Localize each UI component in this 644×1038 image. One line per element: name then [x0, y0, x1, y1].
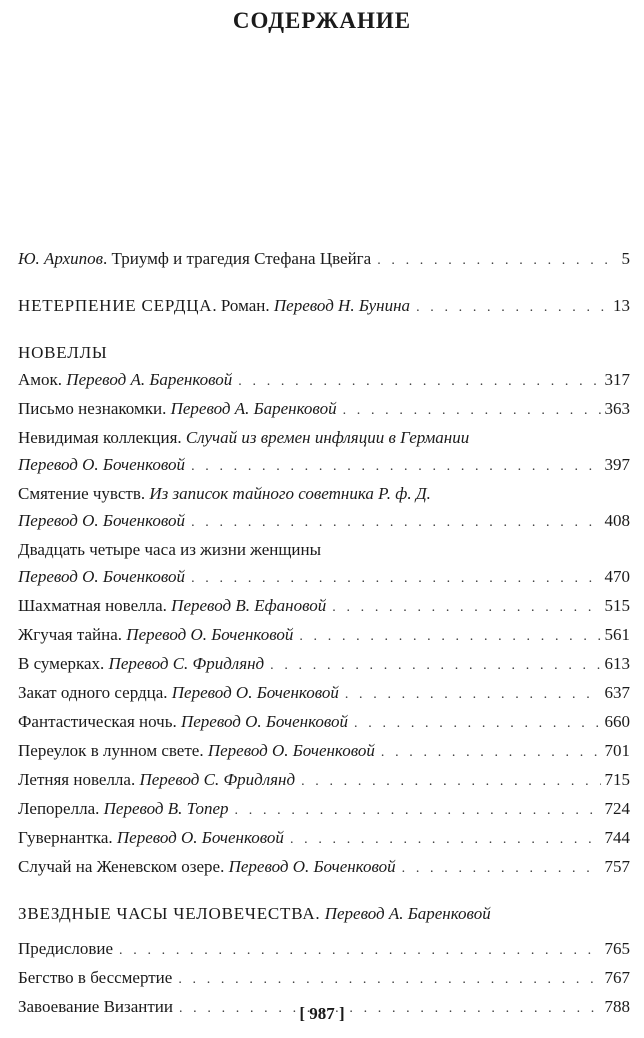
page-number: 5 [621, 249, 630, 268]
toc-entry [18, 708, 630, 737]
section-heading-star-hours: ЗВЕЗДНЫЕ ЧАСЫ ЧЕЛОВЕЧЕСТВА. Перевод А. Баренковой [18, 904, 491, 923]
page-number: 613 [604, 654, 630, 673]
dot-leader [191, 453, 600, 480]
entry-title: Завоевание Византии [18, 997, 173, 1016]
entry-translator: Перевод О. Боченковой [116, 828, 284, 847]
page-title: СОДЕРЖАНИЕ [232, 8, 412, 33]
entry-genre: Роман. [220, 296, 270, 315]
dot-leader [377, 247, 612, 274]
toc-entry [18, 766, 630, 795]
page-number: 317 [604, 370, 630, 389]
dot-leader [191, 509, 600, 536]
page-number: 13 [613, 296, 630, 315]
toc-entry [18, 853, 630, 882]
entry-title: Фантастическая ночь. [18, 712, 177, 731]
entry-title: Смятение чувств. [18, 484, 146, 503]
dot-leader [301, 768, 600, 795]
entry-translator: Перевод О. Боченковой [180, 712, 349, 731]
toc-entry [18, 737, 630, 766]
page-number: 765 [604, 939, 630, 958]
entry-title: Случай на Женевском озере. [18, 857, 225, 876]
entry-title: Невидимая коллекция. [18, 428, 182, 447]
page-number: 515 [604, 596, 630, 615]
entry-title: Амок. [18, 370, 63, 389]
dot-leader [416, 294, 609, 321]
dot-leader [402, 855, 601, 882]
entry-translator: Перевод О. Боченковой [18, 455, 186, 474]
toc-entry [18, 795, 630, 824]
page-number: 660 [604, 712, 630, 731]
entry-title: Жгучая тайна. [18, 625, 123, 644]
entry-translator: Перевод В. Ефановой [171, 596, 327, 615]
dot-leader [290, 826, 601, 853]
entry-title: Предисловие [18, 939, 114, 958]
dot-leader [299, 623, 600, 650]
entry-title: Лепорелла. [18, 799, 100, 818]
entry-title: Гувернантка. [18, 828, 113, 847]
entry-title: Триумф и трагедия Стефана Цвейга [111, 249, 372, 268]
entry-title: Бегство в бессмертие [18, 968, 173, 987]
toc-entry [18, 824, 630, 853]
dot-leader [119, 937, 600, 964]
dot-leader [343, 397, 601, 424]
toc-entry [18, 621, 630, 650]
page-number: 788 [604, 997, 630, 1016]
entry-author: Ю. Архипов [18, 249, 104, 268]
entry-translator: Перевод С. Фридлянд [108, 654, 265, 673]
entry-translator: Перевод О. Боченковой [18, 511, 186, 530]
page-number: 637 [604, 683, 630, 702]
dot-leader [270, 652, 600, 679]
toc-entry [18, 679, 630, 708]
dot-leader [332, 594, 600, 621]
dot-leader [381, 739, 601, 766]
section-heading-novellas: НОВЕЛЛЫ [18, 343, 108, 362]
dot-leader [235, 797, 601, 824]
page-number: 561 [604, 625, 630, 644]
entry-title: В сумерках. [18, 654, 105, 673]
entry-title: Закат одного сердца. [18, 683, 168, 702]
toc-entry [18, 366, 630, 395]
page-number: 408 [604, 511, 630, 530]
entry-title: НЕТЕРПЕНИЕ СЕРДЦА [18, 296, 213, 315]
entry-subtitle: Из записок тайного советника Р. ф. Д. [149, 484, 431, 503]
page-number: 757 [604, 857, 630, 876]
table-of-contents [18, 245, 630, 1022]
page-number: 715 [604, 770, 630, 789]
entry-translator: Перевод О. Боченковой [126, 625, 294, 644]
toc-entry [18, 395, 630, 424]
entry-subtitle: Случай из времен инфляции в Германии [185, 428, 470, 447]
toc-entry [18, 480, 630, 536]
toc-entry [18, 592, 630, 621]
page-number: 767 [604, 968, 630, 987]
toc-entry [18, 964, 630, 993]
dot-leader [178, 966, 600, 993]
dot-leader [354, 710, 600, 737]
page-number: 363 [604, 399, 630, 418]
page-number: 397 [604, 455, 630, 474]
entry-translator: Перевод А. Баренковой [170, 399, 337, 418]
entry-translator: Перевод А. Баренковой [66, 370, 233, 389]
page-number: 724 [604, 799, 630, 818]
page-folio: [ 987 ] [299, 1004, 345, 1023]
page-number: 701 [604, 741, 630, 760]
entry-title: Летняя новелла. [18, 770, 136, 789]
page-number: 744 [604, 828, 630, 847]
entry-translator: Перевод С. Фридлянд [139, 770, 296, 789]
entry-translator: Перевод О. Боченковой [228, 857, 396, 876]
entry-title: Переулок в лунном свете. [18, 741, 204, 760]
toc-entry [18, 650, 630, 679]
entry-title: Письмо незнакомки. [18, 399, 167, 418]
entry-title: Двадцать четыре часа из жизни женщины [18, 540, 322, 559]
toc-entry [18, 935, 630, 964]
entry-translator: Перевод О. Боченковой [171, 683, 339, 702]
entry-translator: Перевод Н. Бунина [273, 296, 411, 315]
toc-entry [18, 424, 630, 480]
page-number: 470 [604, 567, 630, 586]
entry-translator: Перевод О. Боченковой [207, 741, 375, 760]
entry-translator: Перевод А. Баренковой [324, 904, 491, 923]
toc-entry-intro: Ю. Архипов. Триумф и трагедия Стефана Цвейга . . . 5 [18, 245, 630, 274]
entry-translator: Перевод О. Боченковой [18, 567, 186, 586]
entry-translator: Перевод В. Топер [103, 799, 229, 818]
toc-entry-novel: НЕТЕРПЕНИЕ СЕРДЦА. Роман. Перевод Н. Бунина . . . 13 [18, 292, 630, 321]
dot-leader [238, 368, 600, 395]
dot-leader [345, 681, 601, 708]
entry-title: Шахматная новелла. [18, 596, 167, 615]
toc-entry [18, 536, 630, 592]
dot-leader [191, 565, 600, 592]
